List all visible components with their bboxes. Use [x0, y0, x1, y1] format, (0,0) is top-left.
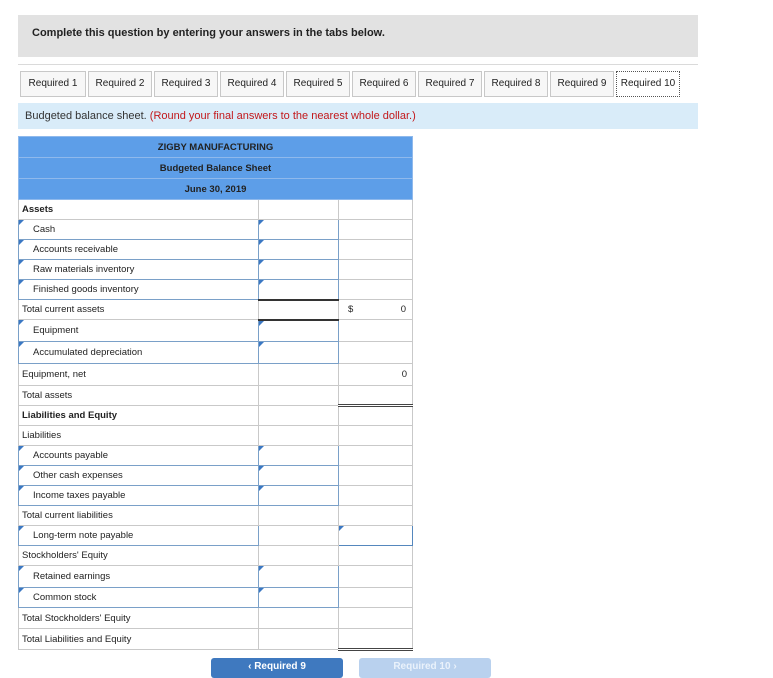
table-row — [19, 220, 413, 240]
header-row-company — [19, 137, 413, 158]
instructions-text: Complete this question by entering your answers in the tabs below. — [32, 27, 385, 39]
table-row — [19, 240, 413, 260]
table-row — [19, 406, 413, 426]
accumulated-depreciation-label-input[interactable]: Accumulated depreciation — [19, 342, 259, 364]
income-taxes-payable-amount-input[interactable] — [259, 486, 339, 506]
table-row — [19, 526, 413, 546]
company-name: ZIGBY MANUFACTURING — [19, 137, 413, 158]
table-row — [19, 320, 413, 342]
equipment-label-input[interactable]: Equipment — [19, 320, 259, 342]
total-liabilities-equity-value — [339, 629, 413, 650]
table-row — [19, 280, 413, 300]
total-liabilities-equity-label: Total Liabilities and Equity — [19, 629, 259, 650]
accounts-receivable-amount-input[interactable] — [259, 240, 339, 260]
tab-required-2[interactable]: Required 2 — [88, 71, 152, 97]
header-row-date — [19, 179, 413, 200]
total-assets-label: Total assets — [19, 386, 259, 406]
stockholders-equity-header: Stockholders' Equity — [19, 546, 259, 566]
equipment-net-value: 0 — [339, 364, 413, 386]
instructions-panel — [18, 15, 698, 57]
tab-required-8[interactable]: Required 8 — [484, 71, 548, 97]
rounding-note: (Round your final answers to the nearest whole dollar.) — [149, 110, 416, 122]
common-stock-amount-input[interactable] — [259, 588, 339, 608]
tab-bar — [18, 64, 698, 103]
table-row — [19, 486, 413, 506]
tab-required-3[interactable]: Required 3 — [154, 71, 218, 97]
table-row — [19, 466, 413, 486]
other-cash-expenses-label-input[interactable]: Other cash expenses — [19, 466, 259, 486]
tab-required-9[interactable]: Required 9 — [550, 71, 614, 97]
table-row — [19, 426, 413, 446]
tab-required-1[interactable]: Required 1 — [20, 71, 86, 97]
table-row — [19, 608, 413, 629]
total-current-assets-amount: 0 — [400, 304, 406, 315]
table-row — [19, 566, 413, 588]
total-current-assets-value — [339, 300, 413, 320]
tab-required-4[interactable]: Required 4 — [220, 71, 284, 97]
balance-sheet-table — [18, 136, 413, 651]
finished-goods-amount-input[interactable] — [259, 280, 339, 300]
tab-required-10[interactable]: Required 10 — [616, 71, 680, 97]
other-cash-expenses-amount-input[interactable] — [259, 466, 339, 486]
retained-earnings-amount-input[interactable] — [259, 566, 339, 588]
liabilities-header: Liabilities — [19, 426, 259, 446]
table-row — [19, 300, 413, 320]
total-assets-value — [339, 386, 413, 406]
table-row — [19, 386, 413, 406]
instruction-bar — [18, 103, 698, 129]
tab-required-7[interactable]: Required 7 — [418, 71, 482, 97]
previous-required-button[interactable]: ‹ Required 9 — [211, 658, 343, 678]
total-stockholders-equity-label: Total Stockholders' Equity — [19, 608, 259, 629]
table-row — [19, 588, 413, 608]
table-row — [19, 506, 413, 526]
accounts-payable-amount-input[interactable] — [259, 446, 339, 466]
cash-amount-input[interactable] — [259, 220, 339, 240]
long-term-note-label-input[interactable]: Long-term note payable — [19, 526, 259, 546]
dollar-symbol: $ — [348, 304, 354, 315]
total-current-liabilities-label: Total current liabilities — [19, 506, 259, 526]
total-current-assets-label: Total current assets — [19, 300, 259, 320]
cash-label-input[interactable]: Cash — [19, 220, 259, 240]
next-required-button[interactable]: Required 10 › — [359, 658, 491, 678]
total-current-liabilities-value — [339, 506, 413, 526]
equipment-net-label: Equipment, net — [19, 364, 259, 386]
tab-required-6[interactable]: Required 6 — [352, 71, 416, 97]
tab-required-5[interactable]: Required 5 — [286, 71, 350, 97]
retained-earnings-label-input[interactable]: Retained earnings — [19, 566, 259, 588]
table-row — [19, 200, 413, 220]
accounts-receivable-label-input[interactable]: Accounts receivable — [19, 240, 259, 260]
long-term-note-amount-input[interactable] — [339, 526, 413, 546]
table-row — [19, 364, 413, 386]
accumulated-depreciation-amount-input[interactable] — [259, 342, 339, 364]
raw-materials-label-input[interactable]: Raw materials inventory — [19, 260, 259, 280]
statement-date: June 30, 2019 — [19, 179, 413, 200]
finished-goods-label-input[interactable]: Finished goods inventory — [19, 280, 259, 300]
statement-title: Budgeted Balance Sheet — [19, 158, 413, 179]
accounts-payable-label-input[interactable]: Accounts payable — [19, 446, 259, 466]
total-stockholders-equity-value — [339, 608, 413, 629]
table-row — [19, 629, 413, 650]
equipment-amount-input[interactable] — [259, 320, 339, 342]
table-row — [19, 446, 413, 466]
header-row-title — [19, 158, 413, 179]
table-row — [19, 546, 413, 566]
instruction-label: Budgeted balance sheet. — [25, 110, 147, 122]
raw-materials-amount-input[interactable] — [259, 260, 339, 280]
common-stock-label-input[interactable]: Common stock — [19, 588, 259, 608]
assets-header: Assets — [19, 200, 259, 220]
table-row — [19, 260, 413, 280]
income-taxes-payable-label-input[interactable]: Income taxes payable — [19, 486, 259, 506]
table-row — [19, 342, 413, 364]
liabilities-equity-header: Liabilities and Equity — [19, 406, 259, 426]
